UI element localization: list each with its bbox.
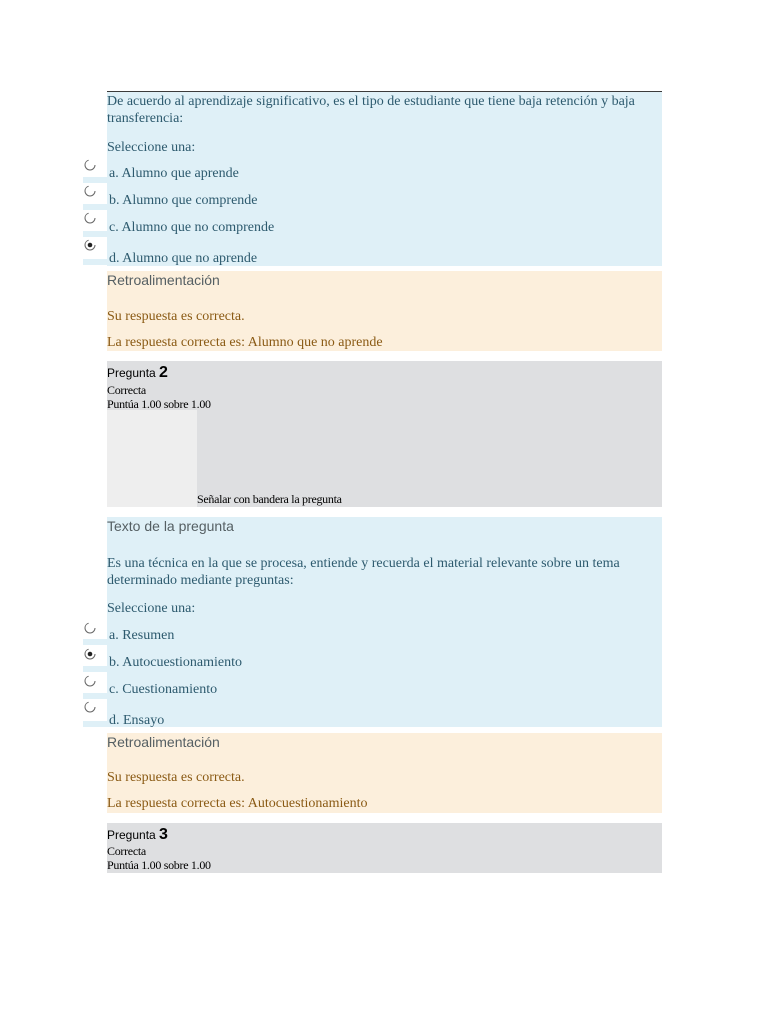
q2-option-d[interactable]: d. Ensayo [109,713,165,728]
q1-option-a[interactable]: a. Alumno que aprende [109,166,239,181]
q1-radio-b[interactable] [83,184,97,198]
question-label: Pregunta [107,366,156,380]
flag-question-link[interactable]: Señalar con bandera la pregunta [197,492,342,506]
question-number: 3 [159,826,168,843]
question-label: Pregunta [107,828,156,842]
feedback-1-heading: Retroalimentación [107,272,220,288]
option-strip [83,204,107,210]
feedback-1-result: Su respuesta es correcta. [107,309,245,324]
option-strip [83,639,107,645]
question-2-score: Puntúa 1.00 sobre 1.00 [107,397,211,411]
q1-radio-a[interactable] [83,158,97,172]
q2-radio-b-selected[interactable] [83,647,97,661]
q2-option-c[interactable]: c. Cuestionamiento [109,682,218,697]
q2-radio-a[interactable] [83,621,97,635]
option-strip [83,693,107,699]
question-3-status: Correcta [107,844,146,858]
question-3-number [107,826,168,844]
question-2-status: Correcta [107,383,146,397]
q2-option-a[interactable]: a. Resumen [109,628,175,643]
option-strip [83,259,107,265]
q1-radio-d-selected[interactable] [83,238,97,252]
q2-option-b[interactable]: b. Autocuestionamiento [109,655,242,670]
option-strip [83,721,107,727]
question-3-score: Puntúa 1.00 sobre 1.00 [107,858,211,872]
question-2-prompt: Seleccione una: [107,601,196,616]
q2-radio-d[interactable] [83,700,97,714]
question-number: 2 [159,364,168,381]
question-2-text: Es una técnica en la que se procesa, entiende y recuerda el material relevante sobre un tema determinado mediante preguntas: [107,556,620,588]
question-2-number [107,364,168,382]
feedback-2-heading: Retroalimentación [107,734,220,750]
option-strip [83,231,107,237]
feedback-2-result: Su respuesta es correcta. [107,770,245,785]
q1-option-c[interactable]: c. Alumno que no comprende [109,220,275,235]
q1-radio-c[interactable] [83,211,97,225]
question-2-heading: Texto de la pregunta [107,518,234,534]
question-1-prompt: Seleccione una: [107,140,196,155]
q2-radio-c[interactable] [83,674,97,688]
q1-option-b[interactable]: b. Alumno que comprende [109,193,258,208]
flag-area [107,410,197,507]
option-strip [83,177,107,183]
question-1-text: De acuerdo al aprendizaje significativo, es el tipo de estudiante que tiene baja retención y baja transferencia: [107,94,635,126]
q1-option-d[interactable]: d. Alumno que no aprende [109,251,258,266]
feedback-1-correct-answer: La respuesta correcta es: Alumno que no aprende [107,335,383,350]
option-strip [83,666,107,672]
feedback-2-correct-answer: La respuesta correcta es: Autocuestionamiento [107,796,368,811]
